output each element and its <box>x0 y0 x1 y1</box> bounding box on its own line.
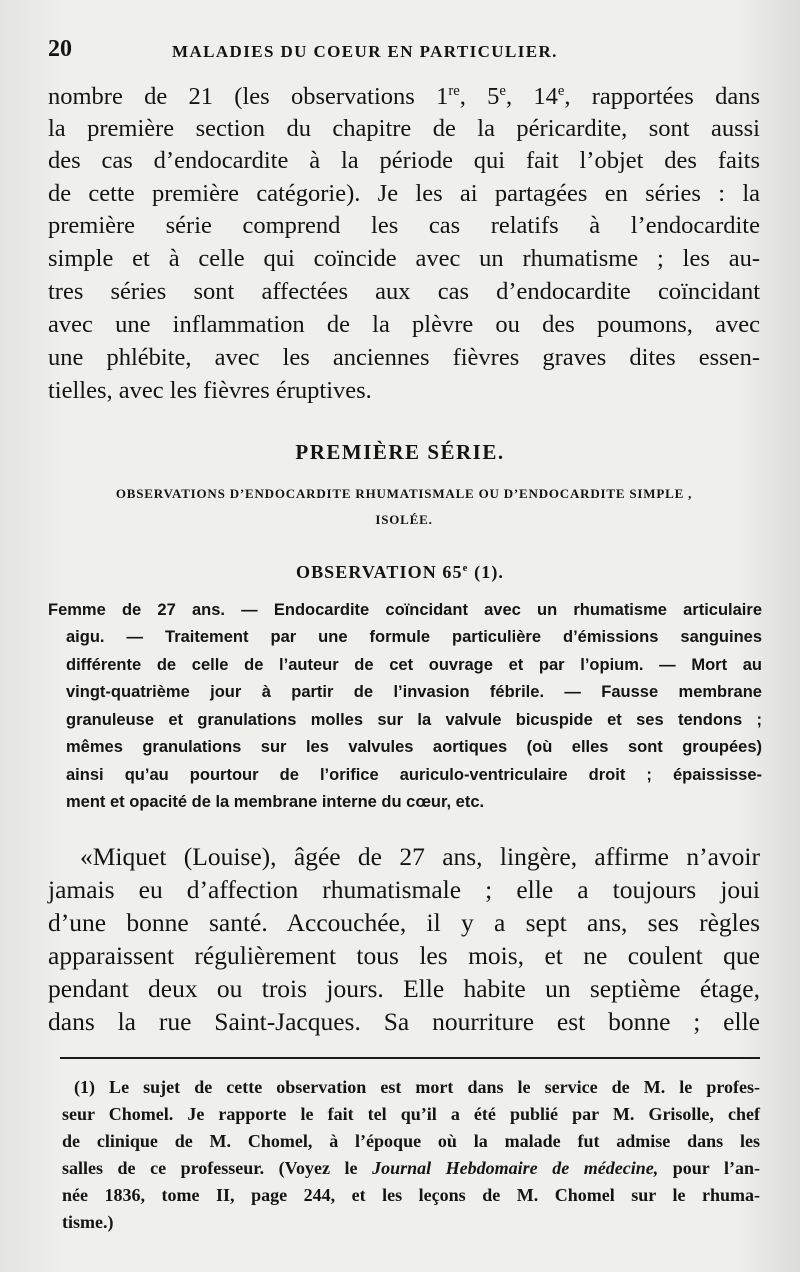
narrative-line: d’une bonne santé. Accouchée, il y a sept ans, ses règles <box>48 908 760 937</box>
summary-line: mêmes granulations sur les valvules aortiques (où elles sont groupées) <box>66 738 762 756</box>
summary-line: ainsi qu’au pourtour de l’orifice auriculo-ventriculaire droit ; épaississe- <box>66 766 762 784</box>
intro-line: tres séries sont affectées aux cas d’endocardite coïncidant <box>48 278 760 305</box>
intro-line: une phlébite, avec les anciennes fièvres graves dites essen- <box>48 344 760 371</box>
intro-line: la première section du chapitre de la péricardite, sont aussi <box>48 115 760 142</box>
intro-line <box>48 82 760 112</box>
footnote-text: pour l’an- <box>658 1158 761 1178</box>
ordinal-superscript: e <box>557 82 565 99</box>
summary-line: ment et opacité de la membrane interne du cœur, etc. <box>66 793 485 811</box>
intro-text: , 5 <box>459 83 500 110</box>
journal-title: Journal Hebdomaire de médecine, <box>372 1158 659 1178</box>
footnote-line: née 1836, tome II, page 244, et les leçons de M. Chomel sur le rhuma- <box>62 1185 760 1205</box>
intro-line: de cette première catégorie). Je les ai partagées en séries : la <box>48 180 760 207</box>
running-title: MALADIES DU COEUR EN PARTICULIER. <box>172 42 558 61</box>
intro-text: nombre de 21 (les observations 1 <box>48 83 449 110</box>
ordinal-superscript: e <box>462 562 469 574</box>
footnote-line: de clinique de M. Chomel, à l’époque où la malade fut admise dans les <box>62 1131 760 1151</box>
narrative-line: dans la rue Saint-Jacques. Sa nourriture est bonne ; elle <box>48 1007 760 1036</box>
footnote-line: seur Chomel. Je rapporte le fait tel qu’il a été publié par M. Grisolle, chef <box>62 1104 760 1124</box>
summary-line: Femme de 27 ans. — Endocardite coïncidant avec un rhumatisme articulaire <box>48 601 762 619</box>
summary-line: différente de celle de l’auteur de cet ouvrage et par l’opium. — Mort au <box>66 656 762 674</box>
intro-text: , 14 <box>505 83 558 110</box>
intro-line: simple et à celle qui coïncide avec un rhumatisme ; les au- <box>48 245 760 272</box>
narrative-line: jamais eu d’affection rhumatismale ; elle a toujours joui <box>48 875 760 904</box>
narrative-line: apparaissent régulièrement tous les mois, et ne coulent que <box>48 941 760 970</box>
page-number: 20 <box>48 36 72 62</box>
intro-line: première série comprend les cas relatifs à l’endocardite <box>48 212 760 239</box>
section-subheading: ISOLÉE. <box>375 512 433 527</box>
intro-line: avec une inflammation de la plèvre ou des poumons, avec <box>48 311 760 338</box>
narrative-line: pendant deux ou trois jours. Elle habite un septième étage, <box>48 974 760 1003</box>
observation-title-text: (1). <box>468 562 505 582</box>
intro-line: tielles, avec les fièvres éruptives. <box>48 377 372 404</box>
section-heading: PREMIÈRE SÉRIE. <box>295 440 505 464</box>
footnote-separator <box>60 1057 760 1059</box>
summary-line: granuleuse et granulations molles sur la valvule bicuspide et ses tendons ; <box>66 711 762 729</box>
narrative-line: «Miquet (Louise), âgée de 27 ans, lingère, affirme n’avoir <box>80 842 760 871</box>
observation-title-text: OBSERVATION 65 <box>295 562 463 582</box>
intro-line: des cas d’endocardite à la période qui fait l’objet des faits <box>48 147 760 174</box>
footnote-text: salles de ce professeur. (Voyez le <box>62 1158 373 1178</box>
observation-title <box>0 562 800 583</box>
ordinal-superscript: re <box>448 82 460 99</box>
ordinal-superscript: e <box>499 82 506 99</box>
summary-line: aigu. — Traitement par une formule particulière d’émissions sanguines <box>66 628 762 646</box>
section-subheading: OBSERVATIONS D’ENDOCARDITE RHUMATISMALE OU D’ENDOCARDITE SIMPLE , <box>115 486 693 501</box>
intro-text: , rapportées dans <box>564 83 760 110</box>
footnote-line <box>62 1157 760 1179</box>
summary-line: vingt-quatrième jour à partir de l’invasion fébrile. — Fausse membrane <box>66 683 762 701</box>
page-header <box>48 36 668 66</box>
footnote-line: (1) Le sujet de cette observation est mort dans le service de M. le profes- <box>74 1077 760 1097</box>
footnote-line: tisme.) <box>62 1212 114 1232</box>
